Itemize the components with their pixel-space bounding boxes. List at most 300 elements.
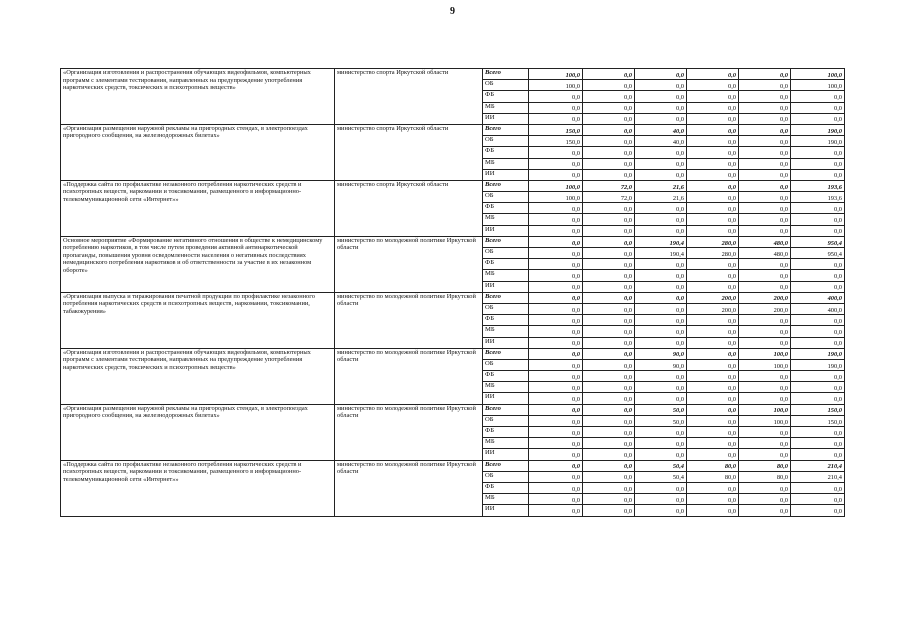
- year-value-cell: 0,0: [687, 214, 739, 225]
- year-value-cell: 0,0: [687, 371, 739, 382]
- year-value-cell: 0,0: [583, 482, 635, 493]
- funding-source-cell: ОБ: [483, 192, 529, 203]
- funding-source-cell: ИИ: [483, 393, 529, 404]
- activity-name-cell: «Организация изготовления и распространения обучающих видеофильмов, компьютерных программ с элементами тестирования, направленных на предупреждение употребления наркотических средств, токсических и психотропных веществ»: [61, 348, 335, 404]
- total-value-cell: 0,0: [791, 158, 845, 169]
- year-value-cell: 0,0: [687, 315, 739, 326]
- table-row: [61, 180, 845, 191]
- total-value-cell: 0,0: [791, 427, 845, 438]
- year-value-cell: 0,0: [687, 482, 739, 493]
- funding-source-cell: МБ: [483, 494, 529, 505]
- year-value-cell: 0,0: [635, 147, 687, 158]
- year-value-cell: 190,4: [635, 248, 687, 259]
- total-value-cell: 400,0: [791, 292, 845, 303]
- year-value-cell: 0,0: [687, 270, 739, 281]
- total-value-cell: 0,0: [791, 270, 845, 281]
- year-value-cell: 0,0: [583, 102, 635, 113]
- table-row: [61, 69, 845, 80]
- year-value-cell: 0,0: [687, 102, 739, 113]
- funding-source-cell: МБ: [483, 270, 529, 281]
- year-value-cell: 0,0: [529, 415, 583, 426]
- year-value-cell: 0,0: [635, 326, 687, 337]
- activity-name-cell: Основное мероприятие «Формирование негативного отношения в обществе к немедицинскому потреблению наркотиков, в том числе путем проведения активной антинаркотической пропаганды, повышения уровня осведомленности населения о негативных последствиях немедицинского потребления наркотиков и об ответственности за участие в их незаконном обороте»: [61, 236, 335, 292]
- total-value-cell: 100,0: [791, 69, 845, 80]
- total-value-cell: 150,0: [791, 404, 845, 415]
- total-value-cell: 0,0: [791, 147, 845, 158]
- total-value-cell: 0,0: [791, 281, 845, 292]
- total-value-cell: 0,0: [791, 259, 845, 270]
- year-value-cell: 80,0: [687, 460, 739, 471]
- year-value-cell: 0,0: [739, 281, 791, 292]
- year-value-cell: 0,0: [739, 214, 791, 225]
- year-value-cell: 0,0: [529, 281, 583, 292]
- year-value-cell: 0,0: [529, 404, 583, 415]
- total-value-cell: 0,0: [791, 203, 845, 214]
- year-value-cell: 0,0: [687, 259, 739, 270]
- year-value-cell: 0,0: [583, 147, 635, 158]
- total-value-cell: 193,6: [791, 180, 845, 191]
- year-value-cell: 0,0: [739, 438, 791, 449]
- year-value-cell: 0,0: [583, 460, 635, 471]
- year-value-cell: 280,0: [687, 248, 739, 259]
- year-value-cell: 280,0: [687, 236, 739, 247]
- funding-source-cell: ФБ: [483, 147, 529, 158]
- year-value-cell: 200,0: [687, 292, 739, 303]
- year-value-cell: 80,0: [739, 471, 791, 482]
- year-value-cell: 0,0: [739, 315, 791, 326]
- year-value-cell: 0,0: [583, 203, 635, 214]
- year-value-cell: 0,0: [635, 315, 687, 326]
- funding-source-cell: ОБ: [483, 136, 529, 147]
- year-value-cell: 0,0: [739, 482, 791, 493]
- year-value-cell: 480,0: [739, 236, 791, 247]
- year-value-cell: 0,0: [529, 505, 583, 516]
- year-value-cell: 0,0: [635, 225, 687, 236]
- funding-source-cell: ОБ: [483, 359, 529, 370]
- year-value-cell: 0,0: [583, 348, 635, 359]
- funding-source-cell: ФБ: [483, 203, 529, 214]
- year-value-cell: 0,0: [635, 449, 687, 460]
- funding-source-cell: ИИ: [483, 113, 529, 124]
- funding-source-cell: ОБ: [483, 471, 529, 482]
- total-value-cell: 0,0: [791, 382, 845, 393]
- year-value-cell: 0,0: [687, 494, 739, 505]
- year-value-cell: 0,0: [739, 158, 791, 169]
- year-value-cell: 0,0: [583, 438, 635, 449]
- year-value-cell: 0,0: [687, 169, 739, 180]
- budget-table: [60, 68, 845, 517]
- year-value-cell: 150,0: [529, 136, 583, 147]
- activity-name-cell: «Организация изготовления и распространения обучающих видеофильмов, компьютерных программ с элементами тестирования, направленных на предупреждение употребления наркотических средств, токсических и психотропных веществ»: [61, 69, 335, 125]
- year-value-cell: 0,0: [529, 248, 583, 259]
- year-value-cell: 0,0: [739, 124, 791, 135]
- year-value-cell: 0,0: [529, 270, 583, 281]
- year-value-cell: 80,0: [739, 460, 791, 471]
- table-row: [61, 460, 845, 471]
- year-value-cell: 100,0: [739, 404, 791, 415]
- year-value-cell: 0,0: [635, 270, 687, 281]
- year-value-cell: 0,0: [739, 91, 791, 102]
- year-value-cell: 0,0: [583, 315, 635, 326]
- activity-name-cell: «Организация размещения наружной рекламы на пригородных стендах, в электропоездах пригородного сообщения, на железнодорожных билетах»: [61, 404, 335, 460]
- year-value-cell: 0,0: [687, 393, 739, 404]
- year-value-cell: 0,0: [739, 102, 791, 113]
- year-value-cell: 0,0: [583, 124, 635, 135]
- year-value-cell: 0,0: [583, 91, 635, 102]
- funding-source-cell: ОБ: [483, 415, 529, 426]
- year-value-cell: 0,0: [529, 91, 583, 102]
- year-value-cell: 0,0: [583, 259, 635, 270]
- activity-name-cell: «Организация размещения наружной рекламы на пригородных стендах, в электропоездах пригородного сообщения, на железнодорожных билетах»: [61, 124, 335, 180]
- total-value-cell: 0,0: [791, 102, 845, 113]
- year-value-cell: 0,0: [529, 303, 583, 314]
- total-value-cell: 0,0: [791, 225, 845, 236]
- year-value-cell: 0,0: [635, 337, 687, 348]
- total-value-cell: 100,0: [791, 80, 845, 91]
- year-value-cell: 0,0: [529, 494, 583, 505]
- total-value-cell: 0,0: [791, 169, 845, 180]
- year-value-cell: 0,0: [739, 136, 791, 147]
- total-value-cell: 0,0: [791, 315, 845, 326]
- year-value-cell: 0,0: [529, 393, 583, 404]
- total-value-cell: 0,0: [791, 214, 845, 225]
- executor-cell: министерство по молодежной политике Иркутской области: [335, 460, 483, 516]
- funding-source-cell: МБ: [483, 438, 529, 449]
- total-value-cell: 0,0: [791, 113, 845, 124]
- page-number: 9: [450, 6, 455, 17]
- year-value-cell: 0,0: [687, 180, 739, 191]
- year-value-cell: 0,0: [739, 449, 791, 460]
- year-value-cell: 200,0: [687, 303, 739, 314]
- year-value-cell: 0,0: [739, 69, 791, 80]
- total-value-cell: 0,0: [791, 393, 845, 404]
- year-value-cell: 0,0: [739, 337, 791, 348]
- year-value-cell: 0,0: [583, 382, 635, 393]
- year-value-cell: 0,0: [529, 147, 583, 158]
- year-value-cell: 0,0: [739, 326, 791, 337]
- year-value-cell: 0,0: [583, 169, 635, 180]
- year-value-cell: 0,0: [687, 337, 739, 348]
- year-value-cell: 0,0: [687, 281, 739, 292]
- year-value-cell: 40,0: [635, 124, 687, 135]
- year-value-cell: 0,0: [635, 113, 687, 124]
- year-value-cell: 0,0: [687, 136, 739, 147]
- year-value-cell: 0,0: [739, 427, 791, 438]
- year-value-cell: 21,6: [635, 192, 687, 203]
- activity-name-cell: «Поддержка сайта по профилактике незаконного потребления наркотических средств и психотропных веществ, наркомании и токсикомании, размещенного в информационно-телекоммуникационной сети «Интернет»»: [61, 180, 335, 236]
- year-value-cell: 0,0: [687, 69, 739, 80]
- year-value-cell: 0,0: [739, 371, 791, 382]
- funding-source-cell: ИИ: [483, 337, 529, 348]
- year-value-cell: 150,0: [529, 124, 583, 135]
- year-value-cell: 100,0: [739, 359, 791, 370]
- year-value-cell: 0,0: [635, 393, 687, 404]
- year-value-cell: 0,0: [529, 326, 583, 337]
- year-value-cell: 0,0: [583, 303, 635, 314]
- table-row: [61, 348, 845, 359]
- year-value-cell: 0,0: [529, 113, 583, 124]
- total-value-cell: 950,4: [791, 236, 845, 247]
- year-value-cell: 100,0: [739, 415, 791, 426]
- year-value-cell: 0,0: [687, 404, 739, 415]
- activity-name-cell: «Поддержка сайта по профилактике незаконного потребления наркотических средств и психотропных веществ, наркомании и токсикомании, размещенного в информационно-телекоммуникационной сети «Интернет»»: [61, 460, 335, 516]
- year-value-cell: 0,0: [687, 326, 739, 337]
- executor-cell: министерство по молодежной политике Иркутской области: [335, 236, 483, 292]
- year-value-cell: 0,0: [635, 438, 687, 449]
- year-value-cell: 90,0: [635, 348, 687, 359]
- total-value-cell: 0,0: [791, 326, 845, 337]
- funding-source-cell: ФБ: [483, 91, 529, 102]
- year-value-cell: 0,0: [739, 225, 791, 236]
- total-value-cell: 0,0: [791, 494, 845, 505]
- year-value-cell: 0,0: [635, 80, 687, 91]
- year-value-cell: 0,0: [739, 203, 791, 214]
- total-value-cell: 193,6: [791, 192, 845, 203]
- funding-source-cell: ОБ: [483, 80, 529, 91]
- year-value-cell: 50,0: [635, 415, 687, 426]
- year-value-cell: 0,0: [687, 225, 739, 236]
- funding-source-cell: МБ: [483, 382, 529, 393]
- year-value-cell: 0,0: [635, 69, 687, 80]
- year-value-cell: 0,0: [583, 404, 635, 415]
- year-value-cell: 40,0: [635, 136, 687, 147]
- year-value-cell: 72,0: [583, 180, 635, 191]
- funding-source-cell: МБ: [483, 326, 529, 337]
- year-value-cell: 0,0: [635, 214, 687, 225]
- year-value-cell: 0,0: [739, 270, 791, 281]
- year-value-cell: 0,0: [529, 337, 583, 348]
- year-value-cell: 0,0: [687, 449, 739, 460]
- year-value-cell: 0,0: [739, 192, 791, 203]
- total-value-cell: 0,0: [791, 482, 845, 493]
- year-value-cell: 0,0: [529, 482, 583, 493]
- year-value-cell: 0,0: [687, 158, 739, 169]
- year-value-cell: 0,0: [583, 158, 635, 169]
- funding-source-cell: ИИ: [483, 281, 529, 292]
- year-value-cell: 0,0: [529, 315, 583, 326]
- table-row: [61, 124, 845, 135]
- year-value-cell: 0,0: [529, 214, 583, 225]
- year-value-cell: 0,0: [583, 214, 635, 225]
- year-value-cell: 0,0: [583, 371, 635, 382]
- year-value-cell: 0,0: [583, 248, 635, 259]
- year-value-cell: 0,0: [529, 438, 583, 449]
- year-value-cell: 0,0: [739, 80, 791, 91]
- year-value-cell: 0,0: [529, 427, 583, 438]
- total-value-cell: 400,0: [791, 303, 845, 314]
- total-value-cell: 0,0: [791, 449, 845, 460]
- year-value-cell: 0,0: [529, 158, 583, 169]
- funding-source-cell: ФБ: [483, 371, 529, 382]
- year-value-cell: 0,0: [739, 180, 791, 191]
- year-value-cell: 100,0: [529, 80, 583, 91]
- year-value-cell: 0,0: [529, 203, 583, 214]
- year-value-cell: 0,0: [529, 169, 583, 180]
- year-value-cell: 50,4: [635, 471, 687, 482]
- year-value-cell: 0,0: [687, 359, 739, 370]
- year-value-cell: 0,0: [687, 113, 739, 124]
- total-value-cell: 150,0: [791, 415, 845, 426]
- year-value-cell: 0,0: [529, 259, 583, 270]
- funding-source-cell: ИИ: [483, 449, 529, 460]
- year-value-cell: 0,0: [635, 371, 687, 382]
- year-value-cell: 0,0: [687, 427, 739, 438]
- year-value-cell: 0,0: [687, 382, 739, 393]
- year-value-cell: 90,0: [635, 359, 687, 370]
- year-value-cell: 200,0: [739, 292, 791, 303]
- year-value-cell: 0,0: [529, 382, 583, 393]
- year-value-cell: 0,0: [739, 393, 791, 404]
- executor-cell: министерство по молодежной политике Иркутской области: [335, 404, 483, 460]
- year-value-cell: 0,0: [529, 292, 583, 303]
- executor-cell: министерство спорта Иркутской области: [335, 69, 483, 125]
- total-value-cell: 950,4: [791, 248, 845, 259]
- year-value-cell: 0,0: [583, 427, 635, 438]
- funding-source-cell: ИИ: [483, 505, 529, 516]
- year-value-cell: 0,0: [583, 292, 635, 303]
- year-value-cell: 0,0: [687, 505, 739, 516]
- executor-cell: министерство по молодежной политике Иркутской области: [335, 348, 483, 404]
- year-value-cell: 0,0: [687, 91, 739, 102]
- year-value-cell: 0,0: [529, 449, 583, 460]
- year-value-cell: 100,0: [529, 69, 583, 80]
- year-value-cell: 21,6: [635, 180, 687, 191]
- year-value-cell: 0,0: [739, 259, 791, 270]
- executor-cell: министерство по молодежной политике Иркутской области: [335, 292, 483, 348]
- total-value-cell: 190,0: [791, 124, 845, 135]
- year-value-cell: 0,0: [583, 281, 635, 292]
- year-value-cell: 72,0: [583, 192, 635, 203]
- year-value-cell: 0,0: [529, 236, 583, 247]
- year-value-cell: 0,0: [583, 80, 635, 91]
- year-value-cell: 0,0: [583, 270, 635, 281]
- total-value-cell: 190,0: [791, 359, 845, 370]
- funding-source-cell: Всего: [483, 180, 529, 191]
- year-value-cell: 50,4: [635, 460, 687, 471]
- year-value-cell: 0,0: [583, 359, 635, 370]
- year-value-cell: 0,0: [529, 359, 583, 370]
- year-value-cell: 0,0: [529, 371, 583, 382]
- funding-source-cell: Всего: [483, 292, 529, 303]
- total-value-cell: 210,4: [791, 460, 845, 471]
- funding-source-cell: ФБ: [483, 259, 529, 270]
- year-value-cell: 0,0: [635, 259, 687, 270]
- funding-source-cell: ОБ: [483, 248, 529, 259]
- table-row: [61, 292, 845, 303]
- year-value-cell: 0,0: [687, 147, 739, 158]
- year-value-cell: 0,0: [529, 348, 583, 359]
- year-value-cell: 0,0: [635, 292, 687, 303]
- year-value-cell: 100,0: [529, 180, 583, 191]
- year-value-cell: 0,0: [687, 124, 739, 135]
- year-value-cell: 0,0: [687, 80, 739, 91]
- year-value-cell: 80,0: [687, 471, 739, 482]
- total-value-cell: 0,0: [791, 505, 845, 516]
- table-row: [61, 236, 845, 247]
- year-value-cell: 100,0: [739, 348, 791, 359]
- total-value-cell: 0,0: [791, 91, 845, 102]
- total-value-cell: 190,0: [791, 136, 845, 147]
- year-value-cell: 0,0: [583, 494, 635, 505]
- year-value-cell: 0,0: [583, 393, 635, 404]
- year-value-cell: 0,0: [583, 505, 635, 516]
- year-value-cell: 0,0: [529, 225, 583, 236]
- funding-source-cell: Всего: [483, 404, 529, 415]
- year-value-cell: 0,0: [635, 102, 687, 113]
- funding-source-cell: Всего: [483, 236, 529, 247]
- year-value-cell: 0,0: [739, 494, 791, 505]
- year-value-cell: 190,4: [635, 236, 687, 247]
- year-value-cell: 0,0: [687, 348, 739, 359]
- funding-source-cell: ФБ: [483, 315, 529, 326]
- year-value-cell: 0,0: [687, 415, 739, 426]
- year-value-cell: 0,0: [635, 303, 687, 314]
- year-value-cell: 0,0: [583, 69, 635, 80]
- total-value-cell: 190,0: [791, 348, 845, 359]
- executor-cell: министерство спорта Иркутской области: [335, 180, 483, 236]
- funding-source-cell: Всего: [483, 460, 529, 471]
- total-value-cell: 0,0: [791, 337, 845, 348]
- year-value-cell: 0,0: [739, 147, 791, 158]
- funding-source-cell: ОБ: [483, 303, 529, 314]
- year-value-cell: 0,0: [635, 427, 687, 438]
- year-value-cell: 0,0: [687, 192, 739, 203]
- year-value-cell: 0,0: [739, 505, 791, 516]
- year-value-cell: 0,0: [687, 203, 739, 214]
- year-value-cell: 0,0: [583, 471, 635, 482]
- year-value-cell: 200,0: [739, 303, 791, 314]
- funding-source-cell: Всего: [483, 69, 529, 80]
- funding-source-cell: Всего: [483, 348, 529, 359]
- year-value-cell: 0,0: [635, 382, 687, 393]
- year-value-cell: 0,0: [739, 169, 791, 180]
- table-row: [61, 404, 845, 415]
- year-value-cell: 0,0: [583, 326, 635, 337]
- year-value-cell: 0,0: [583, 225, 635, 236]
- year-value-cell: 0,0: [529, 102, 583, 113]
- funding-source-cell: ИИ: [483, 225, 529, 236]
- year-value-cell: 0,0: [635, 203, 687, 214]
- year-value-cell: 480,0: [739, 248, 791, 259]
- year-value-cell: 0,0: [583, 236, 635, 247]
- activity-name-cell: «Организация выпуска и тиражирования печатной продукции по профилактике незаконного потребления наркотических средств и психотропных веществ, наркомании, токсикомании, табакокурения»: [61, 292, 335, 348]
- total-value-cell: 0,0: [791, 438, 845, 449]
- year-value-cell: 0,0: [529, 460, 583, 471]
- year-value-cell: 0,0: [635, 169, 687, 180]
- executor-cell: министерство спорта Иркутской области: [335, 124, 483, 180]
- funding-source-cell: ФБ: [483, 482, 529, 493]
- year-value-cell: 0,0: [635, 482, 687, 493]
- year-value-cell: 0,0: [583, 136, 635, 147]
- funding-source-cell: Всего: [483, 124, 529, 135]
- year-value-cell: 0,0: [687, 438, 739, 449]
- year-value-cell: 0,0: [529, 471, 583, 482]
- year-value-cell: 100,0: [529, 192, 583, 203]
- year-value-cell: 0,0: [583, 449, 635, 460]
- year-value-cell: 0,0: [739, 113, 791, 124]
- year-value-cell: 0,0: [739, 382, 791, 393]
- funding-source-cell: ИИ: [483, 169, 529, 180]
- funding-source-cell: МБ: [483, 102, 529, 113]
- funding-source-cell: МБ: [483, 158, 529, 169]
- year-value-cell: 0,0: [635, 505, 687, 516]
- total-value-cell: 210,4: [791, 471, 845, 482]
- year-value-cell: 0,0: [583, 415, 635, 426]
- year-value-cell: 0,0: [583, 113, 635, 124]
- year-value-cell: 0,0: [635, 158, 687, 169]
- year-value-cell: 0,0: [635, 281, 687, 292]
- year-value-cell: 50,0: [635, 404, 687, 415]
